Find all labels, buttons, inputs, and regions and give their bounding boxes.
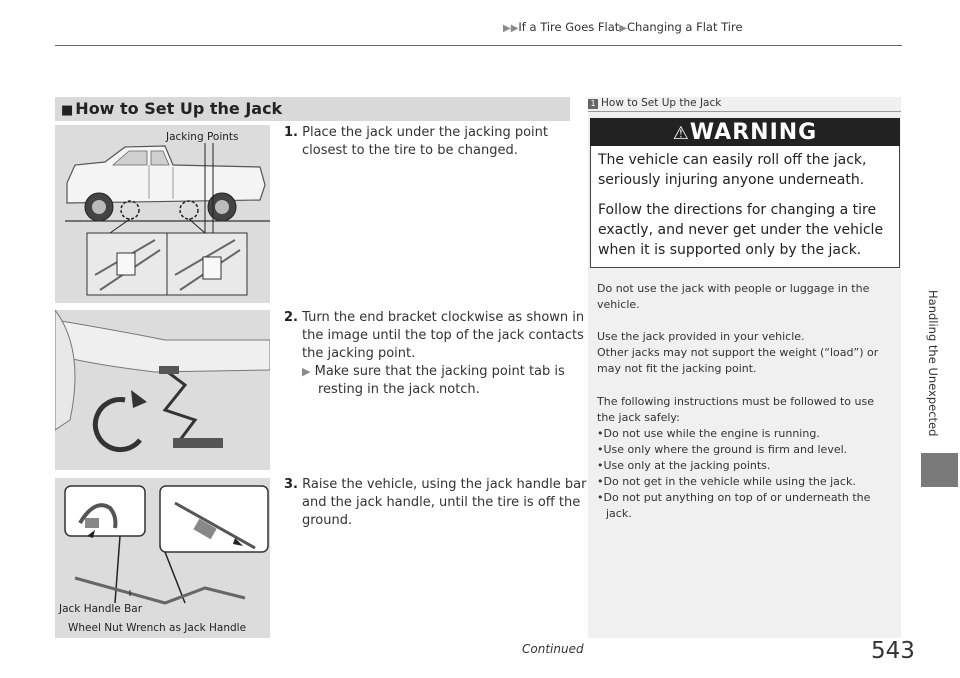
notes-title: 1 How to Set Up the Jack bbox=[588, 97, 721, 109]
jack-bracket-figure bbox=[55, 310, 270, 470]
jacking-points-callout: Jacking Points bbox=[166, 131, 239, 143]
note-bullet-list bbox=[597, 426, 893, 522]
bullet-icon: • bbox=[597, 475, 604, 488]
step-2-substep: ▶ Make sure that the jacking point tab is resting in the jack notch. bbox=[302, 364, 565, 397]
jacking-points-figure bbox=[55, 125, 270, 303]
truck-illustration bbox=[55, 125, 270, 303]
step-3: 3. Raise the vehicle, using the jack handle bar and the jack handle, until the tire is off the ground. bbox=[284, 477, 587, 528]
header-rule bbox=[55, 45, 902, 46]
bullet-icon: • bbox=[597, 443, 604, 456]
page-number: 543 bbox=[871, 638, 915, 664]
list-item: •Use only where the ground is firm and level. bbox=[597, 443, 848, 456]
bullet-icon: • bbox=[597, 459, 604, 472]
note-paragraph-2: Use the jack provided in your vehicle. Other jacks may not support the weight (“load”) or may not fit the jacking point. bbox=[597, 330, 879, 375]
chapter-thumb-tab[interactable] bbox=[921, 453, 958, 487]
wheel-nut-wrench-callout: Wheel Nut Wrench as Jack Handle bbox=[68, 622, 247, 634]
bullet-icon: • bbox=[597, 427, 604, 440]
note-icon: 1 bbox=[588, 99, 598, 109]
section-title: How to Set Up the Jack bbox=[75, 99, 283, 118]
bullet-icon: • bbox=[597, 491, 604, 504]
section-heading bbox=[55, 97, 570, 121]
step-number: 3. bbox=[284, 477, 298, 492]
list-item-continued: jack. bbox=[606, 507, 632, 520]
breadcrumb-item[interactable]: If a Tire Goes Flat bbox=[518, 20, 620, 34]
jack-illustration bbox=[55, 310, 270, 470]
list-item: •Do not put anything on top of or underneath the bbox=[597, 491, 871, 504]
warning-text-2: Follow the directions for changing a tire exactly, and never get under the vehicle when it is supported only by the jack. bbox=[598, 202, 884, 258]
chapter-side-label[interactable]: Handling the Unexpected bbox=[926, 290, 940, 437]
notes-rule bbox=[588, 111, 901, 112]
step-1: 1. Place the jack under the jacking point closest to the tire to be changed. bbox=[284, 125, 548, 158]
note-paragraph-3: The following instructions must be followed to use the jack safely: bbox=[597, 395, 874, 424]
breadcrumb bbox=[503, 20, 743, 34]
list-item: •Use only at the jacking points. bbox=[597, 459, 771, 472]
list-item: •Do not use while the engine is running. bbox=[597, 427, 820, 440]
warning-text-1: The vehicle can easily roll off the jack, seriously injuring anyone underneath. bbox=[598, 152, 867, 188]
list-item: •Do not get in the vehicle while using the jack. bbox=[597, 475, 856, 488]
note-paragraph-1: Do not use the jack with people or luggage in the vehicle. bbox=[597, 282, 870, 311]
warning-header: ⚠WARNING bbox=[590, 118, 900, 146]
continued-label: Continued bbox=[522, 642, 584, 656]
breadcrumb-arrow-icon: ▶▶ bbox=[503, 23, 519, 34]
step-number: 1. bbox=[284, 125, 298, 140]
arrow-right-icon: ▶ bbox=[302, 365, 311, 378]
jack-handle-bar-callout: Jack Handle Bar bbox=[59, 603, 143, 615]
warning-triangle-icon: ⚠ bbox=[672, 123, 690, 144]
breadcrumb-arrow-icon: ▶ bbox=[619, 23, 627, 34]
breadcrumb-item[interactable]: Changing a Flat Tire bbox=[627, 20, 743, 34]
step-2: 2. Turn the end bracket clockwise as shown in the image until the top of the jack contacts the jacking point. bbox=[284, 310, 585, 361]
step-number: 2. bbox=[284, 310, 298, 325]
square-bullet-icon: ■ bbox=[61, 103, 74, 118]
